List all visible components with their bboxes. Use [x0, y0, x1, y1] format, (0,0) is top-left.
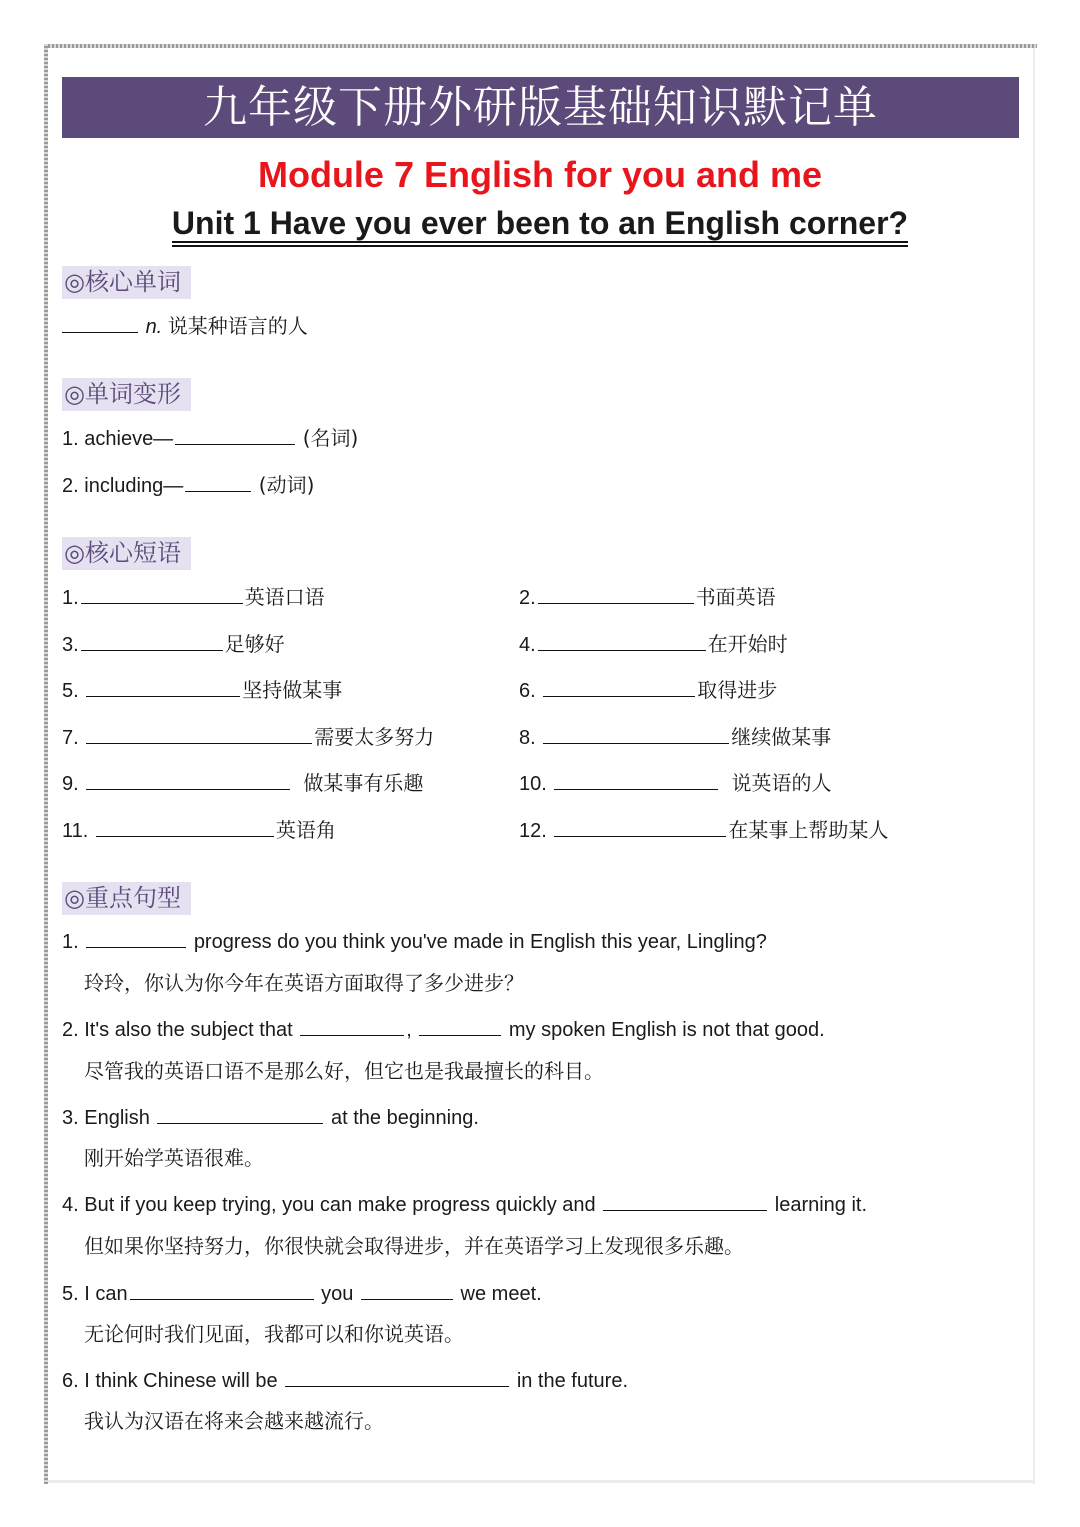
page-border-bottom: [48, 1480, 1035, 1483]
sentence-item: [62, 1103, 479, 1131]
phrase-meaning: 做某事有乐趣: [303, 771, 424, 795]
sentence-text: I can: [84, 1283, 128, 1305]
item-number: 5.: [62, 680, 79, 702]
part-of-speech: n.: [145, 316, 163, 338]
word-form-note: (动词): [258, 473, 315, 497]
sentence-text: ,: [406, 1019, 412, 1041]
sentence-item: [62, 1279, 542, 1307]
answer-blank[interactable]: [419, 1015, 501, 1036]
sentence-item: [62, 1190, 867, 1218]
answer-blank[interactable]: [175, 424, 295, 445]
phrase-item: [519, 583, 776, 611]
word-form-stem: including—: [84, 475, 184, 497]
sentence-translation: 刚开始学英语很难。: [84, 1146, 264, 1170]
item-number: 1.: [62, 587, 79, 609]
item-number: 9.: [62, 773, 79, 795]
sentence-item: [62, 927, 767, 955]
phrase-item: [519, 723, 831, 751]
item-number: 10.: [519, 773, 547, 795]
answer-blank[interactable]: [361, 1279, 453, 1300]
section-phrases-heading: ◎核心短语: [62, 537, 191, 570]
answer-blank[interactable]: [96, 816, 274, 837]
item-number: 4.: [519, 634, 536, 656]
sentence-translation: 但如果你坚持努力，你很快就会取得进步，并在英语学习上发现很多乐趣。: [84, 1234, 744, 1258]
sentence-text: learning it.: [774, 1194, 868, 1216]
answer-blank[interactable]: [86, 927, 186, 948]
unit-title: Unit 1 Have you ever been to an English corner?: [172, 205, 908, 247]
word-form-note: (名词): [302, 426, 359, 450]
item-number: 6.: [62, 1370, 79, 1392]
phrase-meaning: 足够好: [224, 632, 285, 656]
answer-blank[interactable]: [543, 723, 729, 744]
item-number: 2.: [62, 1019, 79, 1041]
page-banner-title: 九年级下册外研版基础知识默记单: [62, 77, 1019, 138]
item-number: 3.: [62, 1107, 79, 1129]
phrase-item: [62, 630, 285, 658]
word-form-stem: achieve—: [84, 428, 174, 450]
phrase-meaning: 继续做某事: [731, 725, 832, 749]
phrase-meaning: 需要太多努力: [314, 725, 435, 749]
answer-blank[interactable]: [300, 1015, 404, 1036]
sentence-text: English: [84, 1107, 150, 1129]
section-sentences-heading: ◎重点句型: [62, 882, 191, 915]
word-form-row: [62, 471, 314, 499]
item-number: 2.: [519, 587, 536, 609]
answer-blank[interactable]: [538, 583, 694, 604]
section-word-forms-heading: ◎单词变形: [62, 378, 191, 411]
phrase-meaning: 书面英语: [695, 585, 776, 609]
unit-title-wrap: [0, 205, 1080, 247]
sentence-translation: 尽管我的英语口语不是那么好，但它也是我最擅长的科目。: [84, 1059, 604, 1083]
sentence-item: [62, 1015, 825, 1043]
sentence-text: But if you keep trying, you can make progress quickly and: [84, 1194, 596, 1216]
phrase-meaning: 在开始时: [707, 632, 788, 656]
sentence-text: in the future.: [516, 1370, 628, 1392]
item-number: 3.: [62, 634, 79, 656]
phrase-meaning: 坚持做某事: [242, 678, 343, 702]
phrase-item: [62, 583, 325, 611]
answer-blank[interactable]: [86, 723, 312, 744]
sentence-translation: 玲玲，你认为你今年在英语方面取得了多少进步？: [84, 971, 524, 995]
phrase-item: [519, 769, 832, 797]
word-form-row: [62, 424, 358, 452]
item-number: 2.: [62, 475, 79, 497]
sentence-item: [62, 1366, 628, 1394]
sentence-text: we meet.: [460, 1283, 542, 1305]
phrase-item: [519, 816, 888, 844]
answer-blank[interactable]: [185, 471, 251, 492]
answer-blank[interactable]: [285, 1366, 509, 1387]
page-border-top: [44, 44, 1037, 48]
sentence-translation: 无论何时我们见面，我都可以和你说英语。: [84, 1322, 464, 1346]
item-number: 1.: [62, 428, 79, 450]
answer-blank[interactable]: [62, 312, 138, 333]
answer-blank[interactable]: [81, 583, 243, 604]
sentence-text: my spoken English is not that good.: [508, 1019, 825, 1041]
phrase-meaning: 英语角: [275, 818, 336, 842]
phrase-item: [62, 676, 342, 704]
sentence-text: progress do you think you've made in English this year, Lingling?: [193, 931, 767, 953]
page-border-left: [44, 44, 48, 1484]
answer-blank[interactable]: [554, 769, 718, 790]
phrase-meaning: 取得进步: [697, 678, 778, 702]
phrase-item: [62, 769, 423, 797]
answer-blank[interactable]: [130, 1279, 314, 1300]
answer-blank[interactable]: [81, 630, 223, 651]
answer-blank[interactable]: [86, 676, 240, 697]
sentence-text: I think Chinese will be: [84, 1370, 278, 1392]
answer-blank[interactable]: [543, 676, 695, 697]
sentence-text: you: [321, 1283, 354, 1305]
sentence-text: It's also the subject that: [84, 1019, 293, 1041]
item-number: 7.: [62, 727, 79, 749]
core-word-row: [62, 312, 308, 340]
phrase-item: [519, 676, 777, 704]
phrase-item: [519, 630, 788, 658]
item-number: 11.: [62, 820, 89, 842]
word-meaning: 说某种语言的人: [167, 314, 308, 338]
item-number: 4.: [62, 1194, 79, 1216]
item-number: 5.: [62, 1283, 79, 1305]
item-number: 1.: [62, 931, 79, 953]
phrase-meaning: 说英语的人: [731, 771, 832, 795]
page-border-right: [1033, 48, 1035, 1484]
module-title: Module 7 English for you and me: [257, 154, 823, 195]
answer-blank[interactable]: [86, 769, 290, 790]
phrase-meaning: 在某事上帮助某人: [728, 818, 889, 842]
phrase-item: [62, 816, 336, 844]
answer-blank[interactable]: [538, 630, 706, 651]
sentence-text: at the beginning.: [330, 1107, 479, 1129]
phrase-item: [62, 723, 434, 751]
answer-blank[interactable]: [554, 816, 726, 837]
answer-blank[interactable]: [157, 1103, 323, 1124]
section-core-words-heading: ◎核心单词: [62, 266, 191, 299]
answer-blank[interactable]: [603, 1190, 767, 1211]
sentence-translation: 我认为汉语在将来会越来越流行。: [84, 1409, 384, 1433]
phrase-meaning: 英语口语: [244, 585, 325, 609]
item-number: 6.: [519, 680, 536, 702]
item-number: 8.: [519, 727, 536, 749]
item-number: 12.: [519, 820, 547, 842]
